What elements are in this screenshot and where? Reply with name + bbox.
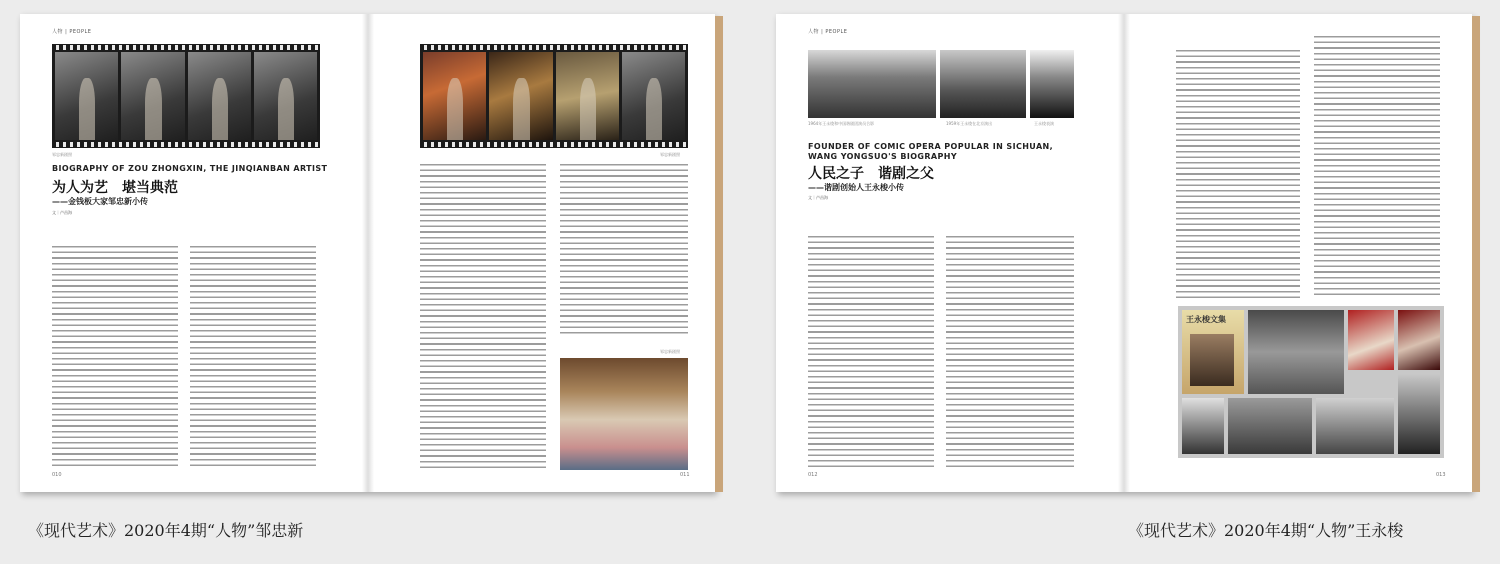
- chinese-title: 人民之子 谐剧之父: [808, 166, 934, 182]
- bw-performance-photo: [1316, 398, 1394, 454]
- page-number: 011: [680, 472, 690, 478]
- bw-photo-performer: [1030, 50, 1074, 118]
- chinese-subtitle: ——谐剧创始人王永梭小传: [808, 183, 904, 192]
- photo-frame: [121, 52, 184, 140]
- body-text-column: [946, 236, 1074, 468]
- film-strip-photos: [52, 44, 320, 148]
- spine-shadow: [362, 14, 374, 492]
- bw-performer-photo: [1398, 374, 1440, 454]
- record-cover: [1348, 310, 1394, 370]
- body-text-column: [52, 246, 178, 468]
- book-cover-title: 王永梭文集: [1186, 315, 1226, 324]
- photo-frame: [622, 52, 685, 140]
- book-cover: [1182, 310, 1244, 394]
- photo-frame: [55, 52, 118, 140]
- bw-portrait: [1182, 398, 1224, 454]
- magazine-spread-wang-yongsuo: [776, 14, 1472, 492]
- photo-caption: 邹忠新剧照: [52, 152, 72, 157]
- page-number: 013: [1436, 472, 1446, 478]
- english-title-line1: FOUNDER OF COMIC OPERA POPULAR IN SICHUAN,: [808, 142, 1054, 151]
- chinese-title: 为人为艺 堪当典范: [52, 180, 178, 196]
- author-line: 文｜卢昌海: [808, 195, 828, 200]
- photo-frame: [556, 52, 619, 140]
- photo-caption: 邹忠新剧照: [660, 152, 680, 157]
- body-text-column: [190, 246, 316, 468]
- photo-caption: 1964年王永梭和中国谐剧团演员合影: [808, 121, 875, 126]
- running-head: 人物 | PEOPLE: [52, 29, 92, 35]
- body-text-column: [1314, 36, 1440, 298]
- book-photo: [1398, 310, 1440, 370]
- photo-caption: 邹忠新剧照: [660, 349, 680, 354]
- photo-frame: [188, 52, 251, 140]
- page-edge: [715, 16, 723, 492]
- photo-frame: [254, 52, 317, 140]
- photo-frame: [489, 52, 552, 140]
- body-text-column: [560, 164, 688, 336]
- page-number: 012: [808, 472, 818, 478]
- magazine-spread-zou-zhongxin: [20, 14, 715, 492]
- photo-frame: [423, 52, 486, 140]
- photo-collage: [1178, 306, 1444, 458]
- archive-photo: [1248, 310, 1344, 394]
- caption-zou-zhongxin: 《现代艺术》2020年4期“人物”邹忠新: [28, 521, 304, 540]
- running-head: 人物 | PEOPLE: [808, 29, 848, 35]
- film-strip-photos: [420, 44, 688, 148]
- bw-group-photo: [1228, 398, 1312, 454]
- body-text-column: [808, 236, 934, 468]
- bw-photo-group: [808, 50, 936, 118]
- author-line: 文｜卢昌海: [52, 210, 72, 215]
- chinese-subtitle: ——金钱板大家邹忠新小传: [52, 197, 148, 206]
- photo-caption: 1959年王永梭在北京演出: [946, 121, 993, 126]
- body-text-column: [420, 164, 546, 470]
- spine-shadow: [1118, 14, 1130, 492]
- body-text-column: [1176, 50, 1300, 298]
- photo-caption: 王永梭表演: [1034, 121, 1054, 126]
- page-number: 010: [52, 472, 62, 478]
- page-edge: [1472, 16, 1480, 492]
- group-photo: [560, 358, 688, 470]
- english-title: BIOGRAPHY OF ZOU ZHONGXIN, THE JINQIANBAN ARTIST: [52, 164, 328, 173]
- bw-photo-stage: [940, 50, 1026, 118]
- english-title-line2: WANG YONGSUO'S BIOGRAPHY: [808, 152, 958, 161]
- caption-wang-yongsuo: 《现代艺术》2020年4期“人物”王永梭: [1128, 521, 1404, 540]
